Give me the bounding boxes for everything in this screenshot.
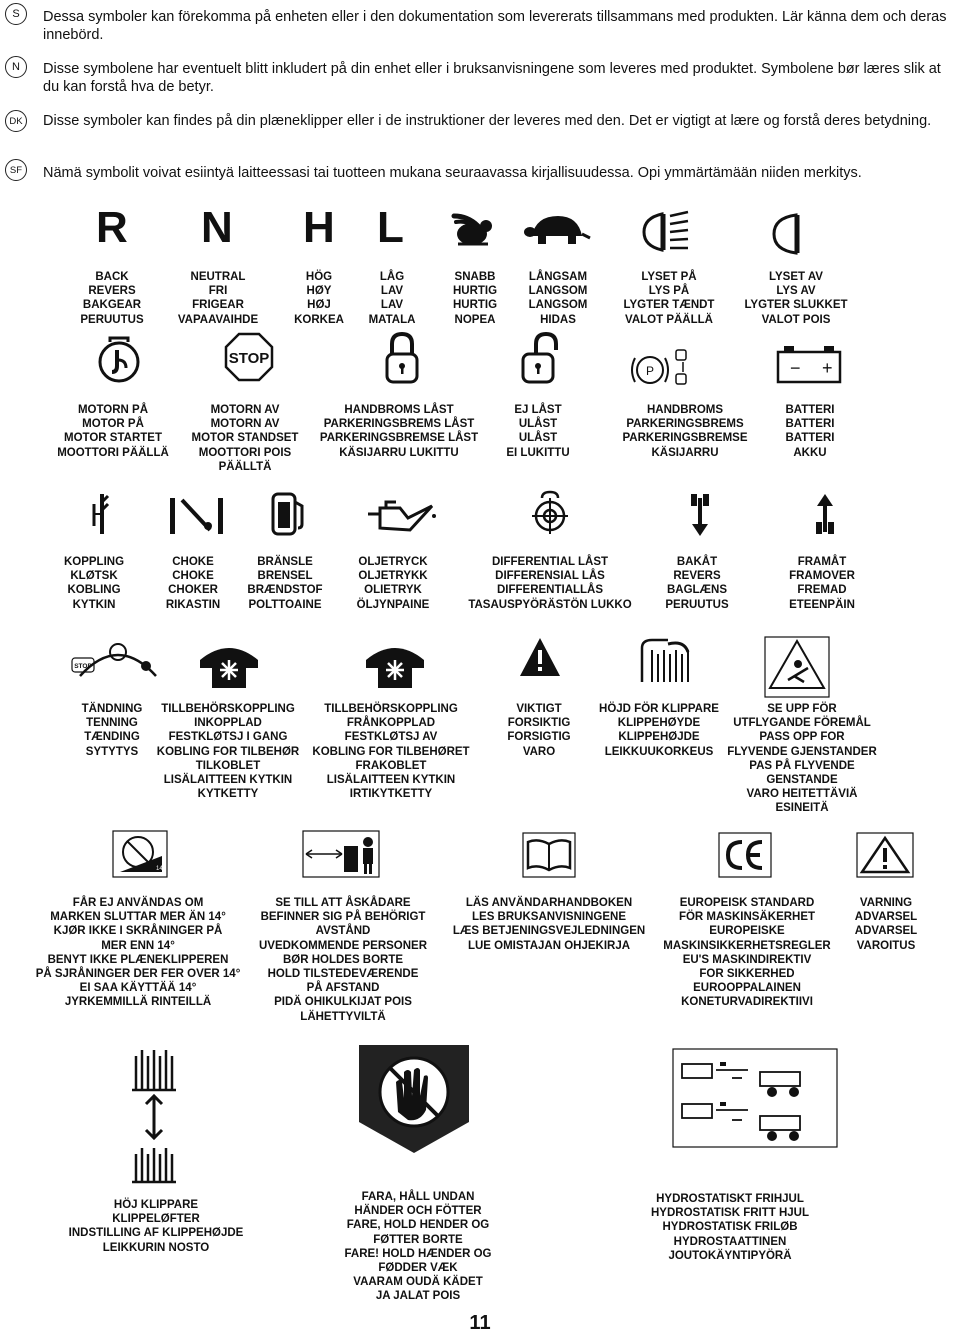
- battery-plus-sign: +: [822, 358, 833, 378]
- oil-can-icon: [366, 492, 438, 538]
- label-forward: FRAMÅT FRAMOVER FREMAD ETEENPÄIN: [789, 556, 855, 611]
- lang-badge-dk: DK: [5, 110, 27, 132]
- hands-danger-icon: [356, 1042, 472, 1156]
- label-manual: LÄS ANVÄNDARHANDBOKEN LES BRUKSANVISNINGENE LÆS BETJENINGSVEJLEDNINGEN LUE OMISTAJAN OHJEKIRJA: [452, 897, 646, 952]
- neutral-letter-icon: N: [201, 203, 233, 252]
- label-light-on: LYSET PÅ LYS PÅ LYGTER TÆNDT VALOT PÄÄLLÄ: [623, 271, 715, 326]
- label-choke: CHOKE CHOKE CHOKER RIKASTIN: [165, 556, 221, 611]
- turtle-icon: [524, 212, 592, 246]
- label-high: HÖG HØY HØJ KORKEA: [294, 271, 344, 326]
- hydrostatic-icon: [672, 1048, 838, 1148]
- battery-icon: [776, 344, 842, 384]
- label-battery: BATTERI BATTERI BATTERI AKKU: [785, 404, 835, 459]
- label-raise: HÖJ KLIPPARE KLIPPELØFTER INDSTILLING AF KLIPPEHØJDE LEIKKURIN NOSTO: [68, 1199, 244, 1254]
- label-cut-height: HÖJD FÖR KLIPPARE KLIPPEHØYDE KLIPPEHØJDE LEIKKUUKORKEUS: [599, 703, 719, 758]
- label-ce: EUROPEISK STANDARD FÖR MASKINSÄKERHET EUROPEISKE MASKINSIKKERHETSREGLER EU'S MASKINDIREKTIV FOR SIKKERHED EUROOPPALAINEN KONETURVADIREKTIIVI: [663, 897, 831, 1009]
- label-fast: SNABB HURTIG HURTIG NOPEA: [452, 271, 498, 326]
- label-slow: LÅNGSAM LANGSOM LANGSOM HIDAS: [528, 271, 588, 326]
- label-danger-hands: FARA, HÅLL UNDAN HÄNDER OCH FÖTTER FARE, HOLD HENDER OG FØTTER BORTE FARE! HOLD HÆNDER OG FØDDER VÆK VAARAM OUDÄ KÄDET JA JALAT POIS: [344, 1191, 492, 1303]
- label-clutch: KOPPLING KLØTSK KOBLING KYTKIN: [63, 556, 125, 611]
- lock-closed-icon: [384, 330, 420, 384]
- label-caution: VIKTIGT FORSIKTIG FORSIGTIG VARO: [507, 703, 571, 758]
- ce-mark-icon: [718, 832, 772, 878]
- ignition-key-icon: [70, 640, 166, 686]
- label-fuel: BRÄNSLE BRENSEL BRÆNDSTOF POLTTOAINE: [247, 556, 323, 611]
- caution-icon: [518, 636, 562, 680]
- thrown-objects-icon: [764, 636, 830, 698]
- ignition-stop-text: STOP: [74, 663, 92, 670]
- label-diff-lock: DIFFERENTIAL LÅST DIFFERENSIAL LÅS DIFFERENTIALLÅS TASAUSPYÖRÄSTÖN LUKKO: [468, 556, 632, 611]
- clutch-icon: [88, 490, 112, 538]
- lang-badge-sf: SF: [5, 159, 27, 181]
- bystanders-icon: [302, 830, 380, 878]
- pto-engaged-icon: [196, 640, 262, 692]
- light-off-icon: [770, 212, 806, 256]
- lock-open-icon: [520, 330, 564, 384]
- intro-text-s: Dessa symboler kan förekomma på enheten eller i den dokumentation som levererats tillsammans med produkten. Lär känna dem och deras innebörd.: [43, 9, 947, 43]
- label-brake-locked: HANDBROMS LÅST PARKERINGSBREMS LÅST PARKERINGSBREMSE LÅST KÄSIJARRU LUKITTU: [319, 404, 479, 459]
- raise-cutter-icon: [128, 1042, 184, 1188]
- label-neutral: NEUTRAL FRI FRIGEAR VAPAAVAIHDE: [177, 271, 259, 326]
- slope-warning-icon: [112, 830, 168, 878]
- battery-minus-sign: −: [790, 358, 801, 378]
- lang-badge-s: S: [5, 3, 27, 25]
- label-pto-on: TILLBEHÖRSKOPPLING INKOPPLAD FESTKLØTSJ I GANG KOBLING FOR TILBEHØR TILKOBLET LISÄLAITTEEN KYTKIN KYTKETTY: [156, 703, 300, 801]
- label-hydrostatic: HYDROSTATISKT FRIHJUL HYDROSTATISK FRITT HJUL HYDROSTATISK FRILØB HYDROSTAATTINEN JOUTOKÄYNTIPYÖRÄ: [650, 1193, 809, 1262]
- intro-text-n: Disse symbolene har eventuelt blitt inkludert på din enhet eller i bruksanvisningene som leveres med produktet. Symbolene bør læres slik at du kan forstå hva de betyr.: [43, 61, 941, 95]
- intro-text-sf: Nämä symbolit voivat esiintyä laitteessasi tai tuotteen mukana seuraavassa kirjallisuudessa. Opi ymmärtämään niiden merkitys.: [43, 165, 862, 181]
- reverse-arrow-icon: [688, 490, 712, 540]
- label-reverse: BAKÅT REVERS BAGLÆNS PERUUTUS: [665, 556, 729, 611]
- stop-sign-text: STOP: [228, 350, 270, 367]
- manual-book-icon: [522, 832, 576, 878]
- label-bystanders: SE TILL ATT ÅSKÅDARE BEFINNER SIG PÅ BEHÖRIGT AVSTÅND UVEDKOMMENDE PERSONER BØR HOLDES BORTE HOLD TILSTEDEVÆRENDE PÅ AFSTAND PIDÄ OHIKULKIJAT POIS LÄHETTYVILTÄ: [258, 897, 428, 1023]
- forward-arrow-icon: [813, 490, 837, 540]
- reverse-letter-icon: R: [96, 203, 128, 252]
- parking-brake-icon: [628, 346, 698, 392]
- page-number: 11: [469, 1312, 491, 1334]
- label-engine-off: MOTORN AV MOTORN AV MOTOR STANDSET MOOTTORI POIS PÄÄLLTÄ: [191, 404, 299, 473]
- parking-brake-letter: P: [645, 364, 655, 378]
- label-low: LÅG LAV LAV MATALA: [368, 271, 416, 326]
- label-thrown-objects: SE UPP FÖR UTFLYGANDE FÖREMÅL PASS OPP FOR FLYVENDE GJENSTANDER PAS PÅ FLYVENDE GENSTANDE VARO HEITETTÄVIÄ ESINEITÄ: [727, 703, 877, 815]
- label-engine-on: MOTORN PÅ MOTOR PÅ MOTOR STARTET MOOTTORI PÄÄLLÄ: [57, 404, 169, 459]
- label-oil: OLJETRYCK OLJETRYKK OLIETRYK ÖLJYNPAINE: [356, 556, 430, 611]
- low-letter-icon: L: [377, 203, 404, 252]
- slope-degree-text: 14: [156, 866, 163, 872]
- lang-badge-n: N: [5, 56, 27, 78]
- fuel-icon: [270, 490, 306, 538]
- warning-triangle-icon: [856, 832, 914, 878]
- label-ignition: TÄNDNING TENNING TÆNDING SYTYTYS: [81, 703, 143, 758]
- intro-text-dk: Disse symboler kan findes på din plæneklipper eller i de instruktioner der leveres med den. Det er vigtigt at lære og forstå deres betydning.: [43, 113, 932, 129]
- label-light-off: LYSET AV LYS AV LYGTER SLUKKET VALOT POIS: [744, 271, 848, 326]
- label-pto-off: TILLBEHÖRSKOPPLING FRÅNKOPPLAD FESTKLØTSJ AV KOBLING FOR TILBEHØRET FRAKOBLET LISÄLAITTEEN KYTKIN IRTIKYTKETTY: [312, 703, 470, 801]
- differential-lock-icon: [526, 490, 574, 538]
- rabbit-icon: [448, 208, 498, 250]
- label-slope: FÅR EJ ANVÄNDAS OM MARKEN SLUTTAR MER ÄN 14° KJØR IKKE I SKRÅNINGER PÅ MER ENN 14° BENYT IKKE PLÆNEKLIPPEREN PÅ SJRÅNINGER DER FER OVER 14° EI SAA KÄYTTÄÄ 14° JYRKEMMILLÄ RINTEILLÄ: [35, 897, 241, 1009]
- stop-sign-icon: [224, 332, 274, 382]
- choke-icon: [168, 494, 226, 538]
- light-on-icon: [638, 208, 694, 256]
- label-back: BACK REVERS BAKGEAR PERUUTUS: [80, 271, 144, 326]
- pto-disengaged-icon: [362, 640, 428, 692]
- label-not-locked: EJ LÅST ULÅST ULÅST EI LUKITTU: [506, 404, 570, 459]
- engine-on-icon: [96, 336, 142, 384]
- label-handbrake: HANDBROMS PARKERINGSBREMS PARKERINGSBREMSE KÄSIJARRU: [622, 404, 748, 459]
- high-letter-icon: H: [303, 203, 335, 252]
- cutting-height-icon: [638, 636, 696, 684]
- label-warning: VARNING ADVARSEL ADVARSEL VAROITUS: [854, 897, 918, 952]
